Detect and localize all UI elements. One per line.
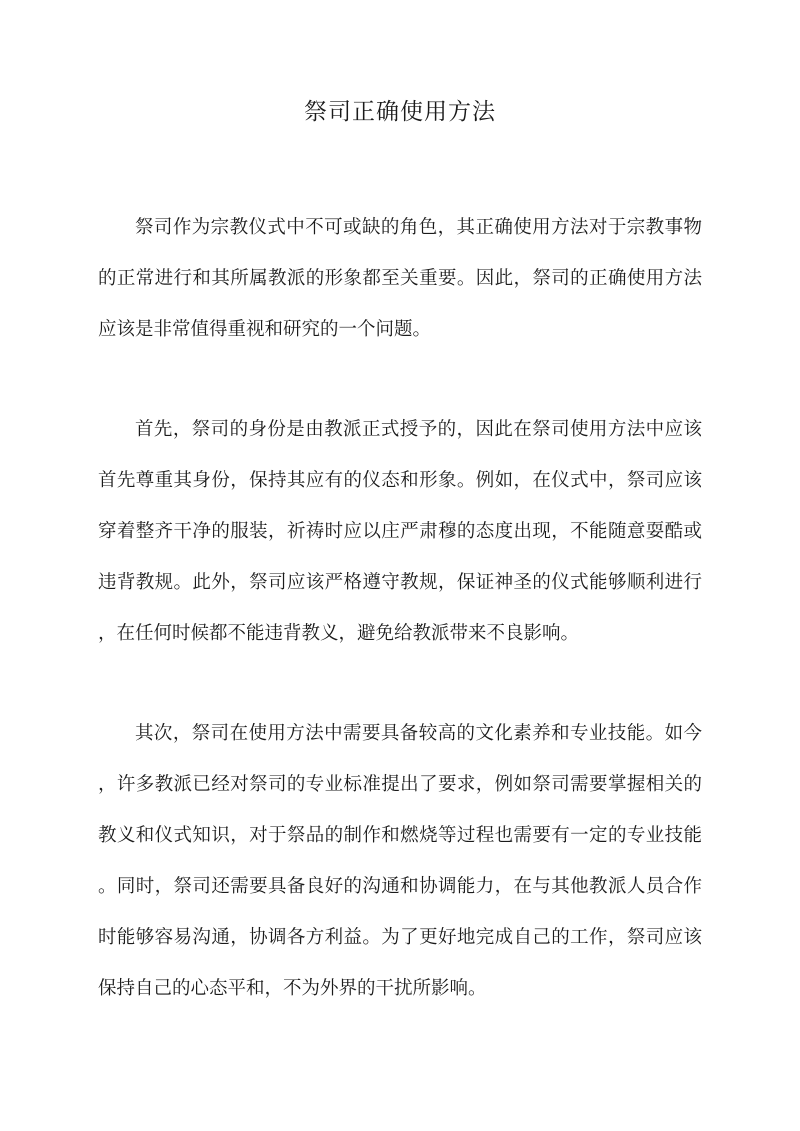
paragraph-line: 首先，祭司的身份是由教派正式授予的，因此在祭司使用方法中应该 <box>135 419 702 440</box>
paragraph-3 <box>98 708 702 1014</box>
paragraph-line: ，许多教派已经对祭司的专业标准提出了要求，例如祭司需要掌握相关的 <box>98 774 702 795</box>
paragraph-line: 违背教规。此外，祭司应该严格遵守教规，保证神圣的仪式能够顺利进行 <box>98 572 702 593</box>
paragraph-1 <box>98 202 702 355</box>
paragraph-line: 祭司作为宗教仪式中不可或缺的角色，其正确使用方法对于宗教事物 <box>135 217 702 238</box>
paragraph-line: 时能够容易沟通，协调各方利益。为了更好地完成自己的工作，祭司应该 <box>98 927 702 948</box>
paragraph-line: 穿着整齐干净的服装，祈祷时应以庄严肃穆的态度出现，不能随意耍酷或 <box>98 521 702 542</box>
document-title: 祭司正确使用方法 <box>304 99 496 125</box>
paragraph-2 <box>98 404 702 659</box>
paragraph-line: 其次，祭司在使用方法中需要具备较高的文化素养和专业技能。如今 <box>135 723 702 744</box>
paragraph-line: 首先尊重其身份，保持其应有的仪态和形象。例如，在仪式中，祭司应该 <box>98 470 702 491</box>
paragraph-line: 的正常进行和其所属教派的形象都至关重要。因此，祭司的正确使用方法 <box>98 268 702 289</box>
paragraph-line: 应该是非常值得重视和研究的一个问题。 <box>98 319 432 340</box>
paragraph-line: 保持自己的心态平和，不为外界的干扰所影响。 <box>98 978 487 999</box>
paragraph-line: 教义和仪式知识，对于祭品的制作和燃烧等过程也需要有一定的专业技能 <box>98 825 702 846</box>
paragraph-line: 。同时，祭司还需要具备良好的沟通和协调能力，在与其他教派人员合作 <box>98 876 702 897</box>
paragraph-line: ，在任何时候都不能违背教义，避免给教派带来不良影响。 <box>98 623 580 644</box>
